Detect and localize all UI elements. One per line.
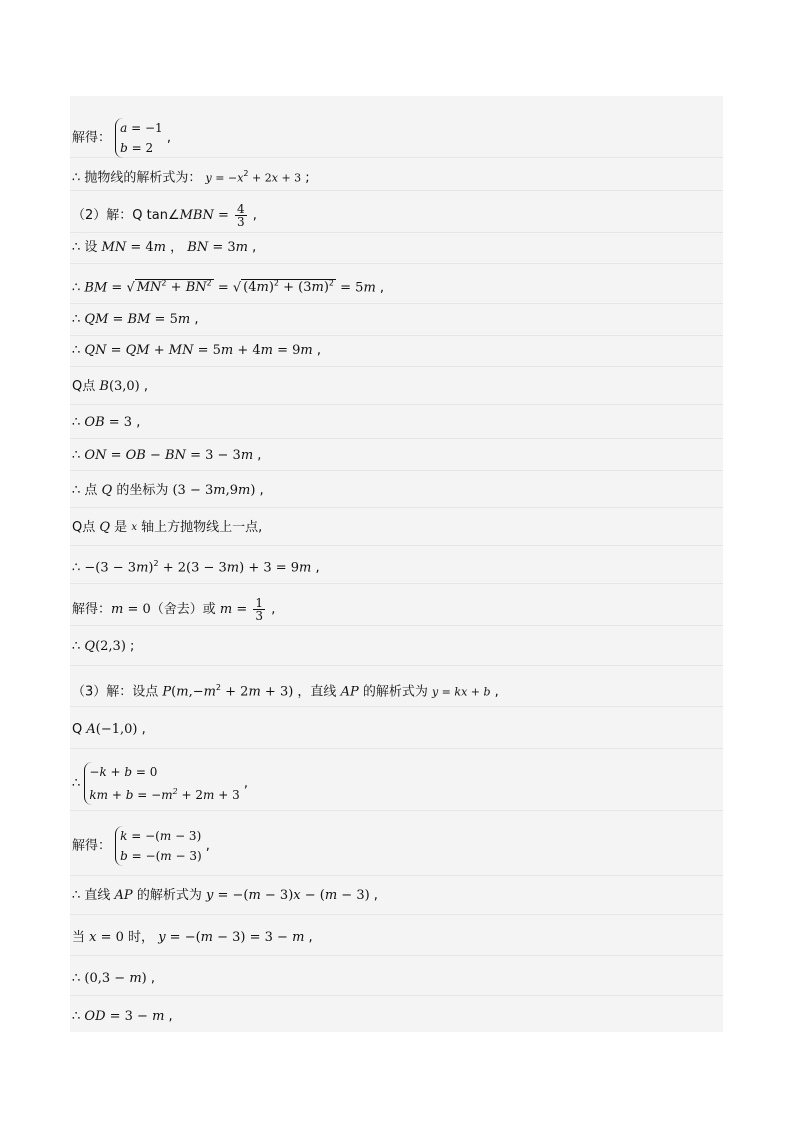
solution-line: ∴ Q(2,3) ; — [72, 639, 135, 654]
solution-line: ∴ (0,3 − m) , — [72, 971, 155, 986]
solution-line: ∴ 点 Q 的坐标为 (3 − 3m,9m) , — [72, 483, 264, 498]
divider — [70, 748, 723, 749]
divider — [70, 955, 723, 956]
solution-line: Q A(−1,0) , — [72, 722, 146, 737]
solution-line: Q点 B(3,0) , — [72, 379, 149, 394]
divider — [70, 706, 723, 707]
solution-line: 当 x = 0 时， y = −(m − 3) = 3 − m , — [72, 930, 313, 945]
divider — [70, 995, 723, 996]
solution-line: ∴ −k + b = 0 km + $b = -m^2 + 2m + 3$ , — [72, 762, 248, 805]
divider — [70, 335, 723, 336]
solution-line: （3）解：设点 $P(m,-m^2 + 2m + 3)$ ，直线 AP 的解析式为 y = kx + b , — [72, 683, 499, 700]
solution-line: ∴ 设 MN = 4m ， BN = 3m , — [72, 240, 257, 255]
solution-line: ∴ ON = OB − BN = 3 − 3m , — [72, 448, 262, 463]
divider — [70, 366, 723, 367]
solution-line: ∴ BM = √ $MN^2 + BN^2$ = √ $(4m)^2 + (3m)^2 = 5m$ , — [72, 279, 385, 296]
solution-line: ∴ QN = QM + MN = 5m + 4m = 9m , — [72, 343, 322, 358]
divider — [70, 232, 723, 233]
solution-line: ∴ QM = BM = 5m , — [72, 312, 199, 327]
solution-line: ∴ $-(3 - 3m)^2 + 2(3 - 3m) + 3 = 9m$ , — [72, 559, 320, 576]
divider — [70, 665, 723, 666]
divider — [70, 263, 723, 264]
divider — [70, 914, 723, 915]
divider — [70, 583, 723, 584]
divider — [70, 303, 723, 304]
solution-line: ∴ 直线 AP 的解析式为 y = −(m − 3)x − (m − 3) , — [72, 888, 378, 903]
divider — [70, 470, 723, 471]
solution-line: （2）解：Q tan∠MBN = $\frac{4}{3}$ , — [72, 202, 257, 229]
divider — [70, 545, 723, 546]
solution-line: 解得： k = −(m − 3) b = −(m − 3) , — [72, 826, 210, 866]
solution-line: 解得： a = −1 b = 2 , — [72, 118, 171, 158]
solution-line: Q点 Q 是 $^x$ 轴上方抛物线上一点, — [72, 520, 263, 535]
solution-line: ∴ OD = 3 − m , — [72, 1009, 173, 1024]
divider — [70, 507, 723, 508]
divider — [70, 625, 723, 626]
solution-line: 解得：m = 0（舍去）或 m = $\frac{1}{3}$ , — [72, 596, 276, 623]
divider — [70, 875, 723, 876]
divider — [70, 190, 723, 191]
divider — [70, 810, 723, 811]
divider — [70, 438, 723, 439]
divider — [70, 404, 723, 405]
solution-line: ∴ 抛物线的解析式为： $y = -x^2 + 2x + 3$ ; — [72, 169, 310, 186]
solution-line: ∴ OB = 3 , — [72, 415, 141, 430]
